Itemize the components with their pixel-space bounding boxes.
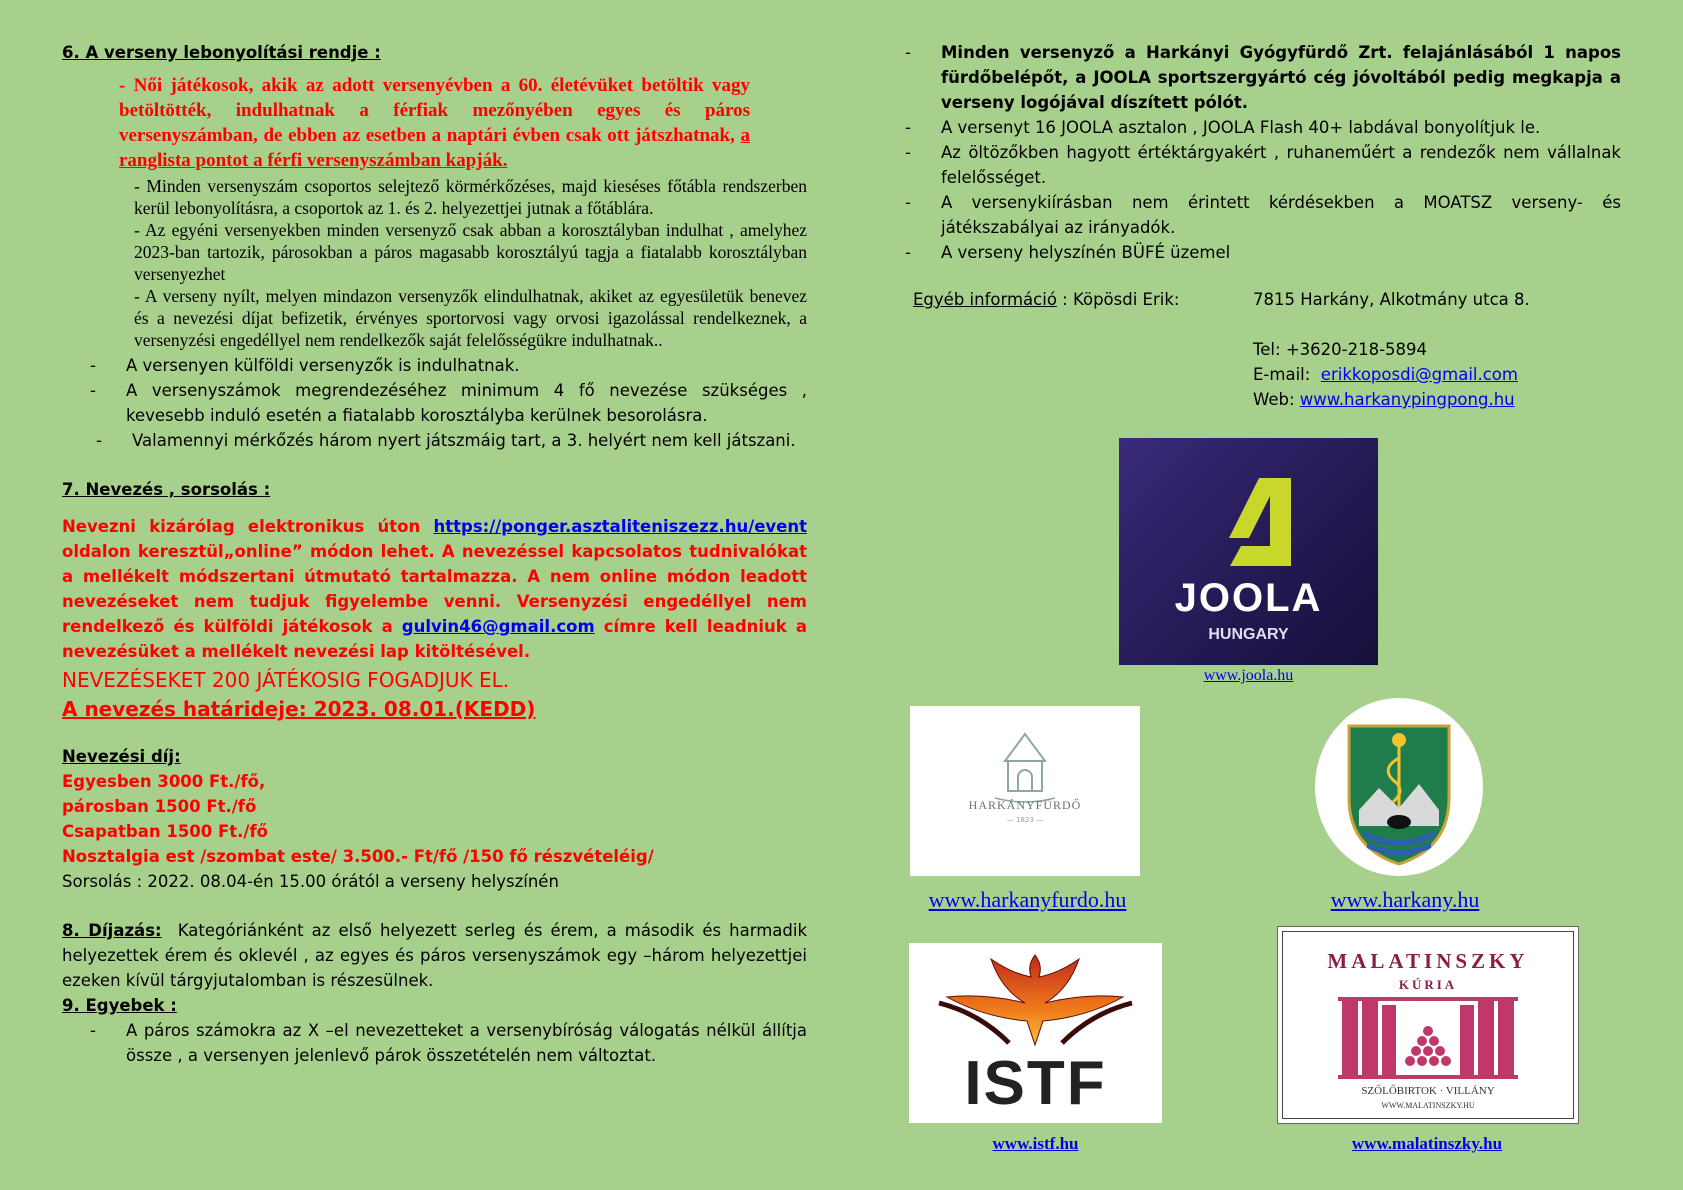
list-item: - Az öltözőkben hagyott értéktárgyakért , ruhaneműért a rendezők nem vállalnak felelősséget.: [905, 143, 1621, 187]
phone: Tel: +3620-218-5894: [1253, 340, 1428, 359]
list-item: - A versenyszámok megrendezéséhez minimum 4 fő nevezése szükséges , kevesebb induló esetén a fiatalabb korosztályba kerülnek besorolásra.: [90, 381, 807, 425]
email-row: E-mail: erikkoposdi@gmail.com: [1253, 365, 1518, 384]
right-dash-list: [905, 40, 1621, 265]
istf-logo: [909, 943, 1162, 1123]
list-item: - A verseny helyszínén BÜFÉ üzemel: [905, 243, 1231, 262]
joola-wordmark: JOOLA: [1174, 576, 1323, 620]
malatinszky-subtitle: SZŐLŐBIRTOK · VILLÁNY: [1361, 1085, 1495, 1097]
info-label: Egyéb információ: [913, 290, 1057, 309]
malatinszky-web: WWW.MALATINSZKY.HU: [1381, 1101, 1475, 1110]
joola-subtitle: HUNGARY: [1208, 626, 1289, 643]
list-item: - A páros számokra az X –el nevezetteket a versenybíróság válogatás nélkül állítja össze , a versenyen jelenlevő párok összetételén nem változtat.: [90, 1021, 807, 1065]
harkanyfurdo-subtitle: — 1823 —: [1006, 816, 1044, 824]
rule-item: - Az egyéni versenyekben minden versenyző csak abban a korosztályban indulhat , amelyhez 2023-ban tartozik, párosokban a páros magasabb korosztályú tagja a fiatalabb korosztályban versenyezhet: [134, 220, 807, 284]
malatinszky-logo: [1277, 926, 1579, 1124]
fee-item: Csapatban 1500 Ft./fő: [62, 822, 268, 841]
draw-info: Sorsolás : 2022. 08.04-én 15.00 órától a verseny helyszínén: [62, 872, 559, 891]
fee-item: Egyesben 3000 Ft./fő,: [62, 772, 266, 791]
section7-title: 7. Nevezés , sorsolás :: [62, 480, 271, 499]
fee-item: Nosztalgia est /szombat este/ 3.500.- Ft/fő /150 fő részvételéig/: [62, 847, 654, 866]
harkanyfurdo-logo: [910, 706, 1140, 876]
istf-wordmark: ISTF: [964, 1049, 1107, 1118]
istf-url[interactable]: www.istf.hu: [992, 1134, 1079, 1153]
gulvin-email-link[interactable]: gulvin46@gmail.com: [401, 617, 595, 636]
list-item: - A versenykiírásban nem érintett kérdésekben a MOATSZ verseny- és játékszabályai az irányadók.: [905, 193, 1621, 237]
section7-paragraph: Nevezni kizárólag elektronikus úton https://ponger.asztaliteniszezz.hu/event oldalon keresztül„online” módon lehet. A nevezéssel kapcsolatos tudnivalókat a mellékelt módszertani útmutató tartalmazza. A nem online módon leadott nevezéseket nem tudjuk figyelembe venni. Versenyzési engedéllyel nem rendelkező és külföldi játékosok a gulvin46@gmail.com címre kell leadniuk a nevezésüket a mellékelt nevezési lap kitöltésével.: [62, 517, 807, 661]
list-item: - A versenyt 16 JOOLA asztalon , JOOLA Flash 40+ labdával bonyolítjuk le.: [905, 118, 1541, 137]
rule-item: - Minden versenyszám csoportos selejtező körmérkőzéses, majd kieséses főtábla rendszerben kerül lebonyolításra, a csoportok az 1. és 2. helyezettjei jutnak a főtáblára.: [134, 176, 807, 218]
malatinszky-kuria: KÚRIA: [1398, 977, 1458, 992]
red-paragraph-text: - Női játékosok, akik az adott versenyévben a 60. életévüket betöltik vagy betöltötték, indulhatnak a férfiak mezőnyében egyes és páros versenyszámban, de ebben az esetben a naptári évben csak ott játszhatnak,: [119, 75, 750, 146]
contact-info: [905, 287, 1621, 417]
address: 7815 Harkány, Alkotmány utca 8.: [1253, 290, 1530, 309]
contact-label: Egyéb információ : Köpösdi Erik:: [913, 290, 1180, 309]
right-column: [905, 40, 1621, 417]
website-link[interactable]: www.harkanypingpong.hu: [1299, 390, 1515, 409]
coat-of-arms-icon: [1315, 698, 1483, 876]
joola-url[interactable]: www.joola.hu: [1203, 667, 1294, 684]
section6-rules: [134, 175, 807, 351]
malatinszky-url[interactable]: www.malatinszky.hu: [1351, 1134, 1503, 1153]
section9-title: 9. Egyebek :: [62, 996, 177, 1015]
section6-dash-list: [90, 353, 807, 453]
fee-title: Nevezési díj:: [62, 747, 181, 766]
joola-logo: [1119, 438, 1378, 665]
list-item: - Valamennyi mérkőzés három nyert játszmáig tart, a 3. helyért nem kell játszani.: [96, 431, 796, 450]
harkanyfurdo-wordmark: HARKÁNYFÜRDŐ: [968, 798, 1082, 812]
malatinszky-title: MALATINSZKY: [1327, 949, 1529, 973]
section8: [62, 918, 807, 993]
ponger-link[interactable]: https://ponger.asztaliteniszezz.hu/event: [433, 517, 807, 536]
bath-building-icon: [910, 706, 1140, 876]
section8-title: 8. Díjazás:: [62, 921, 162, 940]
section9-list: [90, 1018, 807, 1068]
section6-red-paragraph: [119, 73, 750, 173]
rule-item: - A verseny nyílt, melyen mindazon versenyzők elindulhatnak, akiket az egyesületük benevez és a nevezési díjat befizetik, érvényes sportorvosi vagy orvosi igazolással rendelkeznek, a versenyzési engedéllyel nem rendelkezők saját felelősségükre indulhatnak..: [134, 286, 807, 350]
harkany-crest: [1315, 698, 1483, 876]
fee-list: [62, 769, 807, 869]
entry-deadline: A nevezés határideje: 2023. 08.01.(KEDD): [62, 697, 536, 721]
left-column: [62, 40, 807, 1068]
harkanyfurdo-url[interactable]: www.harkanyfurdo.hu: [928, 887, 1127, 912]
web-row: Web: www.harkanypingpong.hu: [1253, 390, 1515, 409]
contact-details: [1253, 287, 1530, 412]
list-item: - Minden versenyző a Harkányi Gyógyfürdő Zrt. felajánlásából 1 napos fürdőbelépőt, a JOOLA sportszergyártó cég jóvoltából pedig megkapja a verseny logójával díszített pólót.: [905, 43, 1621, 112]
section8-text: Kategóriánként az első helyezett serleg és érem, a második és harmadik helyezettek érem és oklevél , az egyes és páros versenyszámok egy –három helyezettjei ezeken kívül tárgyjutalomban is részesülnek.: [62, 921, 808, 990]
entry-limit-notice: NEVEZÉSEKET 200 JÁTÉKOSIG FOGADJUK EL.: [62, 668, 510, 692]
contact-email-link[interactable]: erikkoposdi@gmail.com: [1320, 365, 1518, 384]
red-paragraph-underlined: a ranglista pontot a férfi versenyszámban kapják.: [119, 125, 751, 171]
harkany-url[interactable]: www.harkany.hu: [1330, 887, 1480, 912]
section6-title: 6. A verseny lebonyolítási rendje :: [62, 43, 381, 62]
fee-item: párosban 1500 Ft./fő: [62, 797, 257, 816]
list-item: - A versenyen külföldi versenyzők is indulhatnak.: [90, 356, 520, 375]
